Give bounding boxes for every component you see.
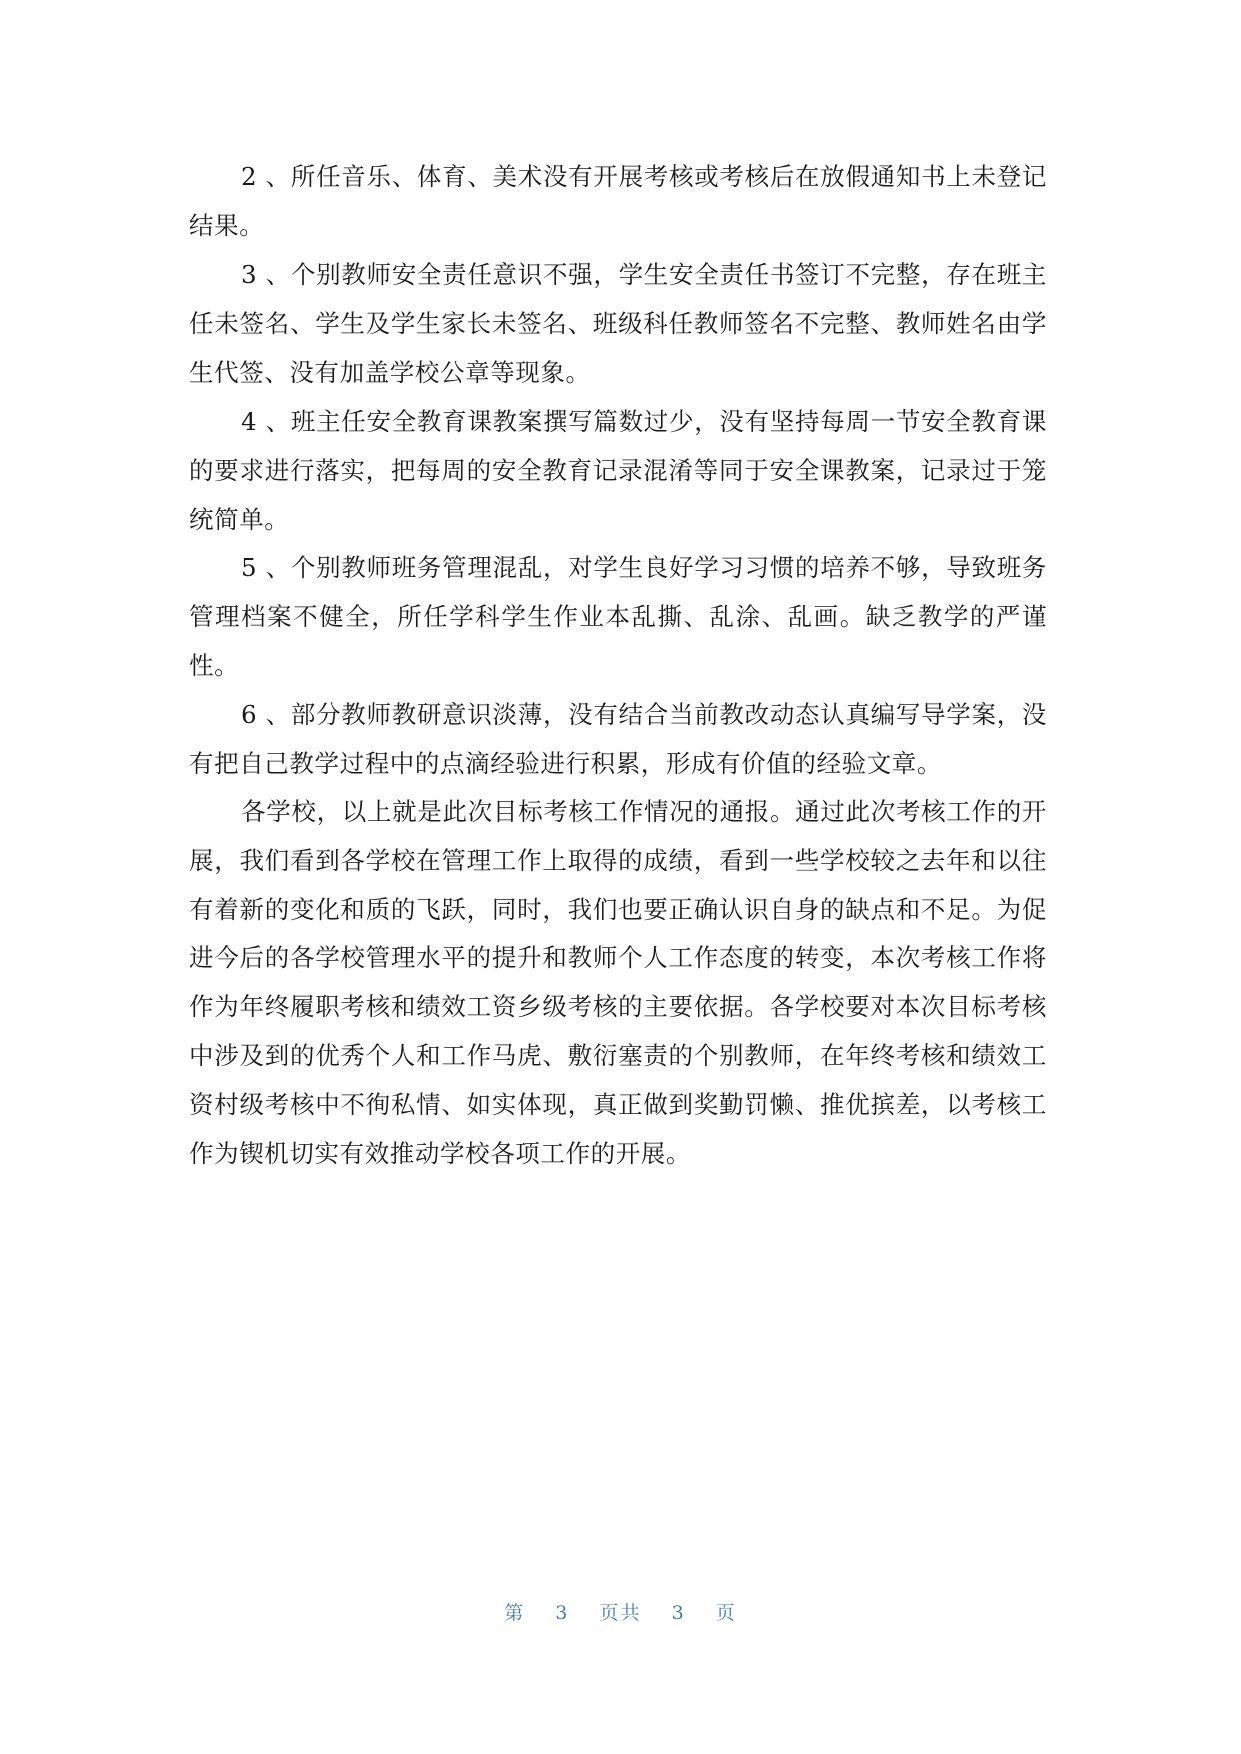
paragraph-item-6: 6 、部分教师教研意识淡薄，没有结合当前教改动态认真编写导学案，没有把自己教学过程中的点滴经验进行积累，形成有价值的经验文章。 [189, 700, 1047, 778]
footer-middle: 页共 [599, 1602, 642, 1624]
footer-total-pages: 3 [671, 1602, 686, 1624]
footer-suffix: 页 [715, 1602, 737, 1624]
paragraph-item-2: 2 、所任音乐、体育、美术没有开展考核或考核后在放假通知书上未登记结果。 [189, 162, 1047, 240]
paragraph-item-5: 5 、个别教师班务管理混乱，对学生良好学习习惯的培养不够，导致班务管理档案不健全，所任学科学生作业本乱撕、乱涂、乱画。缺乏教学的严谨性。 [189, 553, 1047, 680]
paragraph-item-4: 4 、班主任安全教育课教案撰写篇数过少，没有坚持每周一节安全教育课的要求进行落实，把每周的安全教育记录混淆等同于安全课教案，记录过于笼统简单。 [189, 407, 1047, 534]
footer-prefix: 第 [504, 1602, 526, 1624]
paragraph-item-3: 3 、个别教师安全责任意识不强，学生安全责任书签订不完整，存在班主任未签名、学生及学生家长未签名、班级科任教师签名不完整、教师姓名由学生代签、没有加盖学校公章等现象。 [189, 260, 1047, 387]
page-footer [0, 1598, 1241, 1625]
paragraph-summary: 各学校，以上就是此次目标考核工作情况的通报。通过此次考核工作的开展，我们看到各学校在管理工作上取得的成绩，看到一些学校较之去年和以往有着新的变化和质的飞跃，同时，我们也要正确认识自身的缺点和不足。为促进今后的各学校管理水平的提升和教师个人工作态度的转变，本次考核工作将作为年终履职考核和绩效工资乡级考核的主要依据。各学校要对本次目标考核中涉及到的优秀个人和工作马虎、敷衍塞责的个别教师，在年终考核和绩效工资村级考核中不徇私情、如实体现，真正做到奖勤罚懒、推优摈差，以考核工作为锲机切实有效推动学校各项工作的开展。 [189, 797, 1047, 1168]
footer-current-page: 3 [555, 1602, 570, 1624]
